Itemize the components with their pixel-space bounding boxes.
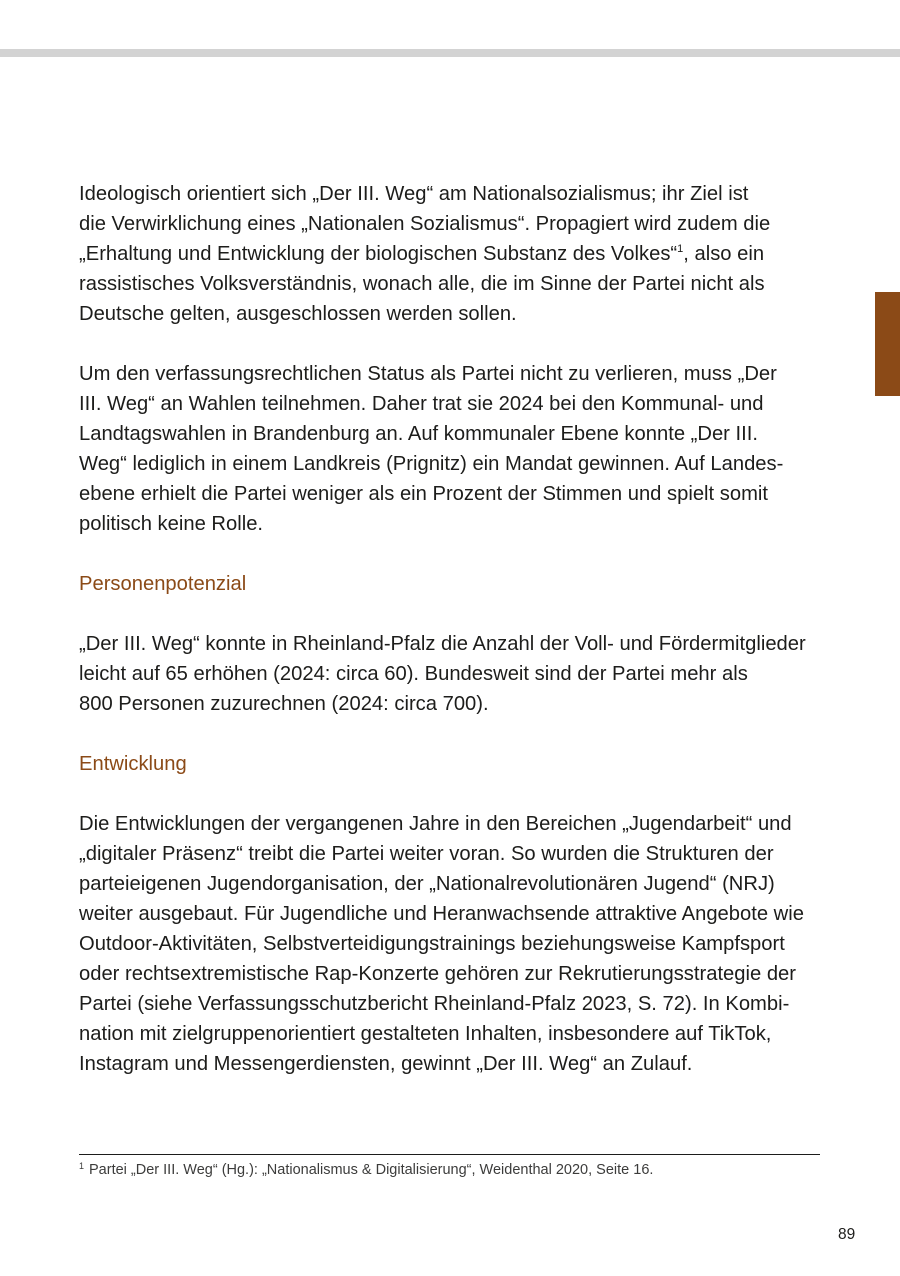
- text-fragment: „Erhaltung und Entwicklung der biologischen Substanz des Volkes“: [79, 243, 678, 265]
- heading-spacer: [79, 599, 824, 629]
- text-line: Deutsche gelten, ausgeschlossen werden sollen.: [79, 303, 517, 325]
- text-line: leicht auf 65 erhöhen (2024: circa 60). Bundesweit sind der Partei mehr als: [79, 663, 748, 685]
- footnote-text: Partei „Der III. Weg“ (Hg.): „Nationalismus & Digitalisierung“, Weidenthal 2020, Seite 16.: [89, 1162, 654, 1178]
- text-line: Um den verfassungsrechtlichen Status als Partei nicht zu verlieren, muss „Der: [79, 363, 777, 385]
- text-line: „Der III. Weg“ konnte in Rheinland-Pfalz die Anzahl der Voll- und Fördermitglieder: [79, 633, 806, 655]
- text-line: Partei (siehe Verfassungsschutzbericht Rheinland-Pfalz 2023, S. 72). In Kombi-: [79, 993, 790, 1015]
- header-rule: [0, 49, 900, 57]
- section-heading-personenpotenzial: Personenpotenzial: [79, 573, 247, 595]
- footnote-divider: [79, 1154, 820, 1155]
- paragraph-elections: [79, 359, 824, 539]
- paragraph-personenpotenzial: [79, 629, 824, 719]
- text-line: oder rechtsextremistische Rap-Konzerte gehören zur Rekrutierungsstrategie der: [79, 963, 797, 985]
- text-line: Ideologisch orientiert sich „Der III. Weg“ am Nationalsozialismus; ihr Ziel ist: [79, 183, 749, 205]
- page-body: [79, 179, 824, 1079]
- text-line: parteieigenen Jugendorganisation, der „Nationalrevolutionären Jugend“ (NRJ): [79, 873, 775, 895]
- text-line: 800 Personen zuzurechnen (2024: circa 700).: [79, 693, 489, 715]
- heading-spacer: [79, 779, 824, 809]
- paragraph-entwicklung: [79, 809, 824, 1079]
- text-line: Die Entwicklungen der vergangenen Jahre in den Bereichen „Jugendarbeit“ und: [79, 813, 792, 835]
- paragraph-spacer: [79, 329, 824, 359]
- section-heading-entwicklung: Entwicklung: [79, 753, 187, 775]
- text-line: nation mit zielgruppenorientiert gestalteten Inhalten, insbesondere auf TikTok,: [79, 1023, 772, 1045]
- text-line: „digitaler Präsenz“ treibt die Partei weiter voran. So wurden die Strukturen der: [79, 843, 774, 865]
- text-line: rassistisches Volksverständnis, wonach alle, die im Sinne der Partei nicht als: [79, 273, 765, 295]
- text-line: politisch keine Rolle.: [79, 513, 264, 535]
- text-line: III. Weg“ an Wahlen teilnehmen. Daher trat sie 2024 bei den Kommunal- und: [79, 393, 764, 415]
- footnote-reference[interactable]: 1: [677, 243, 684, 255]
- paragraph-spacer: [79, 539, 824, 569]
- text-line: Landtagswahlen in Brandenburg an. Auf kommunaler Ebene konnte „Der III.: [79, 423, 758, 445]
- paragraph-spacer: [79, 719, 824, 749]
- text-fragment: , also ein: [683, 243, 765, 265]
- footnote: [79, 1160, 820, 1180]
- text-line: die Verwirklichung eines „Nationalen Sozialismus“. Propagiert wird zudem die: [79, 213, 771, 235]
- text-line: Weg“ lediglich in einem Landkreis (Prignitz) ein Mandat gewinnen. Auf Landes-: [79, 453, 784, 475]
- page-number: 89: [838, 1226, 856, 1243]
- text-line: Outdoor-Aktivitäten, Selbstverteidigungstrainings beziehungsweise Kampfsport: [79, 933, 785, 955]
- paragraph-ideology: [79, 179, 824, 329]
- text-line: [79, 239, 824, 269]
- chapter-tab-marker: [875, 292, 900, 396]
- footnote-marker: 1: [79, 1161, 85, 1171]
- text-line: ebene erhielt die Partei weniger als ein Prozent der Stimmen und spielt somit: [79, 483, 768, 505]
- text-line: weiter ausgebaut. Für Jugendliche und Heranwachsende attraktive Angebote wie: [79, 903, 804, 925]
- text-line: Instagram und Messengerdiensten, gewinnt „Der III. Weg“ an Zulauf.: [79, 1053, 693, 1075]
